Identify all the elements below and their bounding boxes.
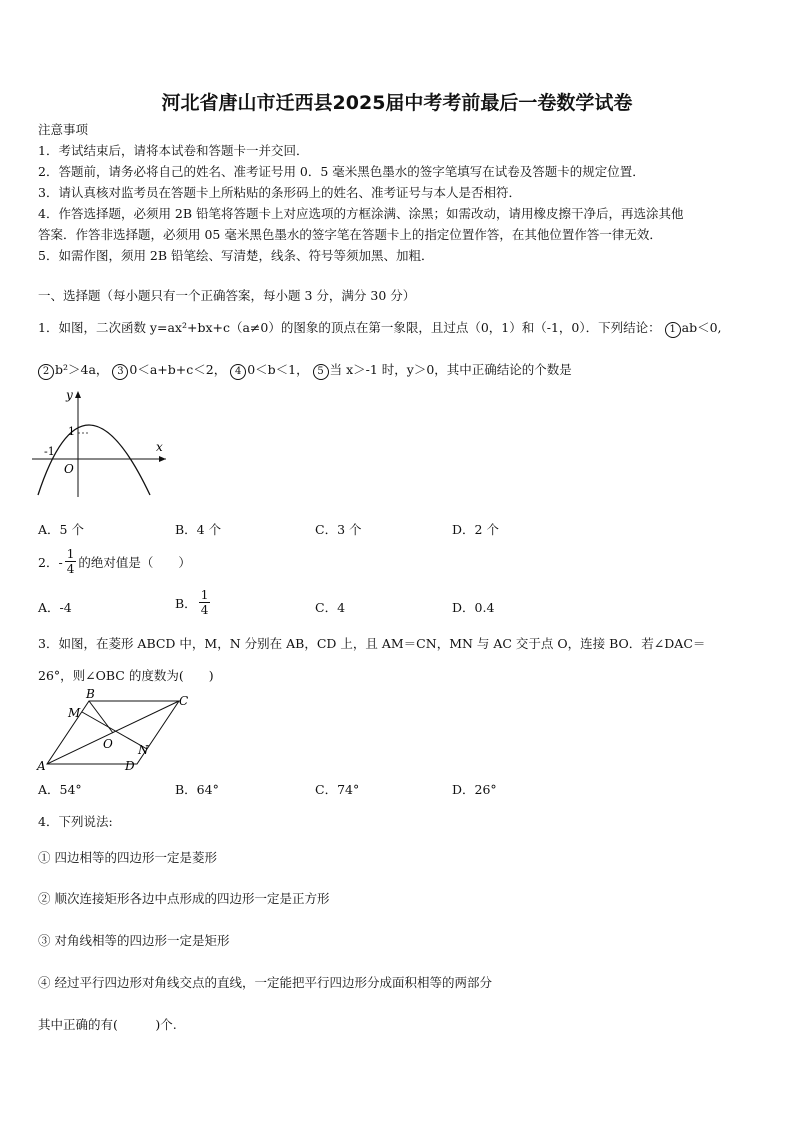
x-axis-label: x bbox=[156, 440, 163, 454]
rhombus-figure bbox=[34, 686, 194, 774]
vertex-b-label: B bbox=[86, 687, 95, 701]
notice-item: 5．如需作图，须用 2B 铅笔绘、写清楚，线条、符号等须加黑、加粗． bbox=[38, 248, 434, 263]
statement-mark: ② bbox=[38, 891, 51, 906]
q3-option-b: B．64° bbox=[175, 782, 219, 797]
y-axis-arrow bbox=[75, 391, 81, 398]
y-axis-label: y bbox=[66, 388, 73, 402]
point-m-label: M bbox=[68, 706, 81, 720]
q4-statement bbox=[38, 889, 330, 907]
statement-text: 四边相等的四边形一定是菱形 bbox=[54, 850, 218, 865]
statement-text: 对角线相等的四边形一定是矩形 bbox=[54, 933, 230, 948]
question-1-conclusions bbox=[38, 360, 572, 380]
q1-option-b: B．4 个 bbox=[175, 522, 222, 537]
q2-suffix: 的绝对值是（ ） bbox=[78, 554, 191, 570]
notice-item: 答案．作答非选择题，必须用 05 毫米黑色墨水的签字笔在答题卡上的指定位置作答，在其他位置作答一律无效． bbox=[38, 227, 662, 242]
fraction-numerator: 1 bbox=[66, 547, 75, 561]
fraction-numerator: 1 bbox=[200, 588, 209, 602]
q1-line1: 1．如图，二次函数 y=ax²+bx+c（a≠0）的图象的顶点在第一象限，且过点（0，1）和（-1，0）．下列结论： bbox=[38, 320, 661, 335]
q4-statement bbox=[38, 931, 230, 949]
question-3-line2: 26°，则∠OBC 的度数为( ) bbox=[38, 668, 214, 683]
parabola-graph bbox=[30, 385, 180, 500]
question-1-text bbox=[38, 318, 722, 338]
q1-conclusion: ab＜0, bbox=[681, 320, 722, 335]
question-4-intro: 4．下列说法: bbox=[38, 814, 113, 829]
q2-option-a: A．-4 bbox=[38, 600, 72, 615]
q4-statement bbox=[38, 973, 492, 991]
notice-item: 2．答题前，请务必将自己的姓名、准考证号用 0．5 毫米黑色墨水的签字笔填写在试卷及答题卡的规定位置． bbox=[38, 164, 645, 179]
q1-option-c: C．3 个 bbox=[315, 522, 362, 537]
statement-mark: ④ bbox=[38, 975, 51, 990]
statement-mark: ① bbox=[38, 850, 51, 865]
notice-heading: 注意事项 bbox=[38, 122, 89, 137]
circled-number: 1 bbox=[665, 322, 681, 338]
fraction-denominator: 4 bbox=[200, 603, 209, 617]
q4-statement bbox=[38, 848, 217, 866]
segment-bo bbox=[89, 701, 113, 733]
statement-text: 经过平行四边形对角线交点的直线，一定能把平行四边形分成面积相等的两部分 bbox=[54, 975, 493, 990]
fraction bbox=[65, 547, 77, 576]
statement-text: 顺次连接矩形各边中点形成的四边形一定是正方形 bbox=[54, 891, 330, 906]
question-4-ask: 其中正确的有( )个. bbox=[38, 1017, 177, 1032]
vertex-d-label: D bbox=[125, 759, 135, 773]
section-heading: 一、选择题（每小题只有一个正确答案，每小题 3 分，满分 30 分） bbox=[38, 288, 416, 303]
x-axis-arrow bbox=[159, 456, 166, 462]
circled-number: 2 bbox=[38, 364, 54, 380]
circled-number: 5 bbox=[313, 364, 329, 380]
q3-option-a: A．54° bbox=[38, 782, 82, 797]
q1-option-d: D．2 个 bbox=[452, 522, 499, 537]
fraction-denominator: 4 bbox=[66, 562, 75, 576]
vertex-a-label: A bbox=[37, 759, 46, 773]
q2-prefix: 2．- bbox=[38, 554, 63, 570]
q1-option-a: A．5 个 bbox=[38, 522, 84, 537]
q1-conclusion: 0＜b＜1， bbox=[247, 362, 309, 377]
label-neg-one: -1 bbox=[44, 445, 55, 458]
notice-item: 4．作答选择题，必须用 2B 铅笔将答题卡上对应选项的方框涂满、涂黑；如需改动，请用橡皮擦干净后，再选涂其他 bbox=[38, 206, 684, 221]
notice-item: 3．请认真核对监考员在答题卡上所粘贴的条形码上的姓名、准考证号与本人是否相符． bbox=[38, 185, 521, 200]
q2-option-b-prefix: B． bbox=[175, 595, 197, 611]
origin-label: O bbox=[64, 462, 74, 476]
circled-number: 4 bbox=[230, 364, 246, 380]
circled-number: 3 bbox=[112, 364, 128, 380]
parabola-curve bbox=[38, 425, 150, 495]
label-one: 1 bbox=[68, 425, 75, 438]
point-o-label: O bbox=[103, 737, 113, 751]
q2-option-b bbox=[175, 588, 212, 617]
statement-mark: ③ bbox=[38, 933, 51, 948]
question-2-text bbox=[38, 547, 191, 576]
page-title: 河北省唐山市迁西县2025届中考考前最后一卷数学试卷 bbox=[161, 92, 633, 114]
q1-conclusion: 当 x＞-1 时，y＞0，其中正确结论的个数是 bbox=[329, 362, 572, 377]
point-n-label: N bbox=[138, 743, 149, 757]
q2-option-c: C．4 bbox=[315, 600, 346, 615]
q3-option-d: D．26° bbox=[452, 782, 497, 797]
q2-option-d: D．0.4 bbox=[452, 600, 495, 615]
notice-item: 1．考试结束后，请将本试卷和答题卡一并交回． bbox=[38, 143, 309, 158]
fraction bbox=[199, 588, 211, 617]
q1-conclusion: 0＜a+b+c＜2， bbox=[129, 362, 227, 377]
question-3-line1: 3．如图，在菱形 ABCD 中，M，N 分别在 AB，CD 上，且 AM＝CN，MN 与 AC 交于点 O，连接 BO．若∠DAC＝ bbox=[38, 636, 706, 651]
q1-conclusion: b²＞4a， bbox=[55, 362, 109, 377]
vertex-c-label: C bbox=[179, 694, 189, 708]
q3-option-c: C．74° bbox=[315, 782, 360, 797]
